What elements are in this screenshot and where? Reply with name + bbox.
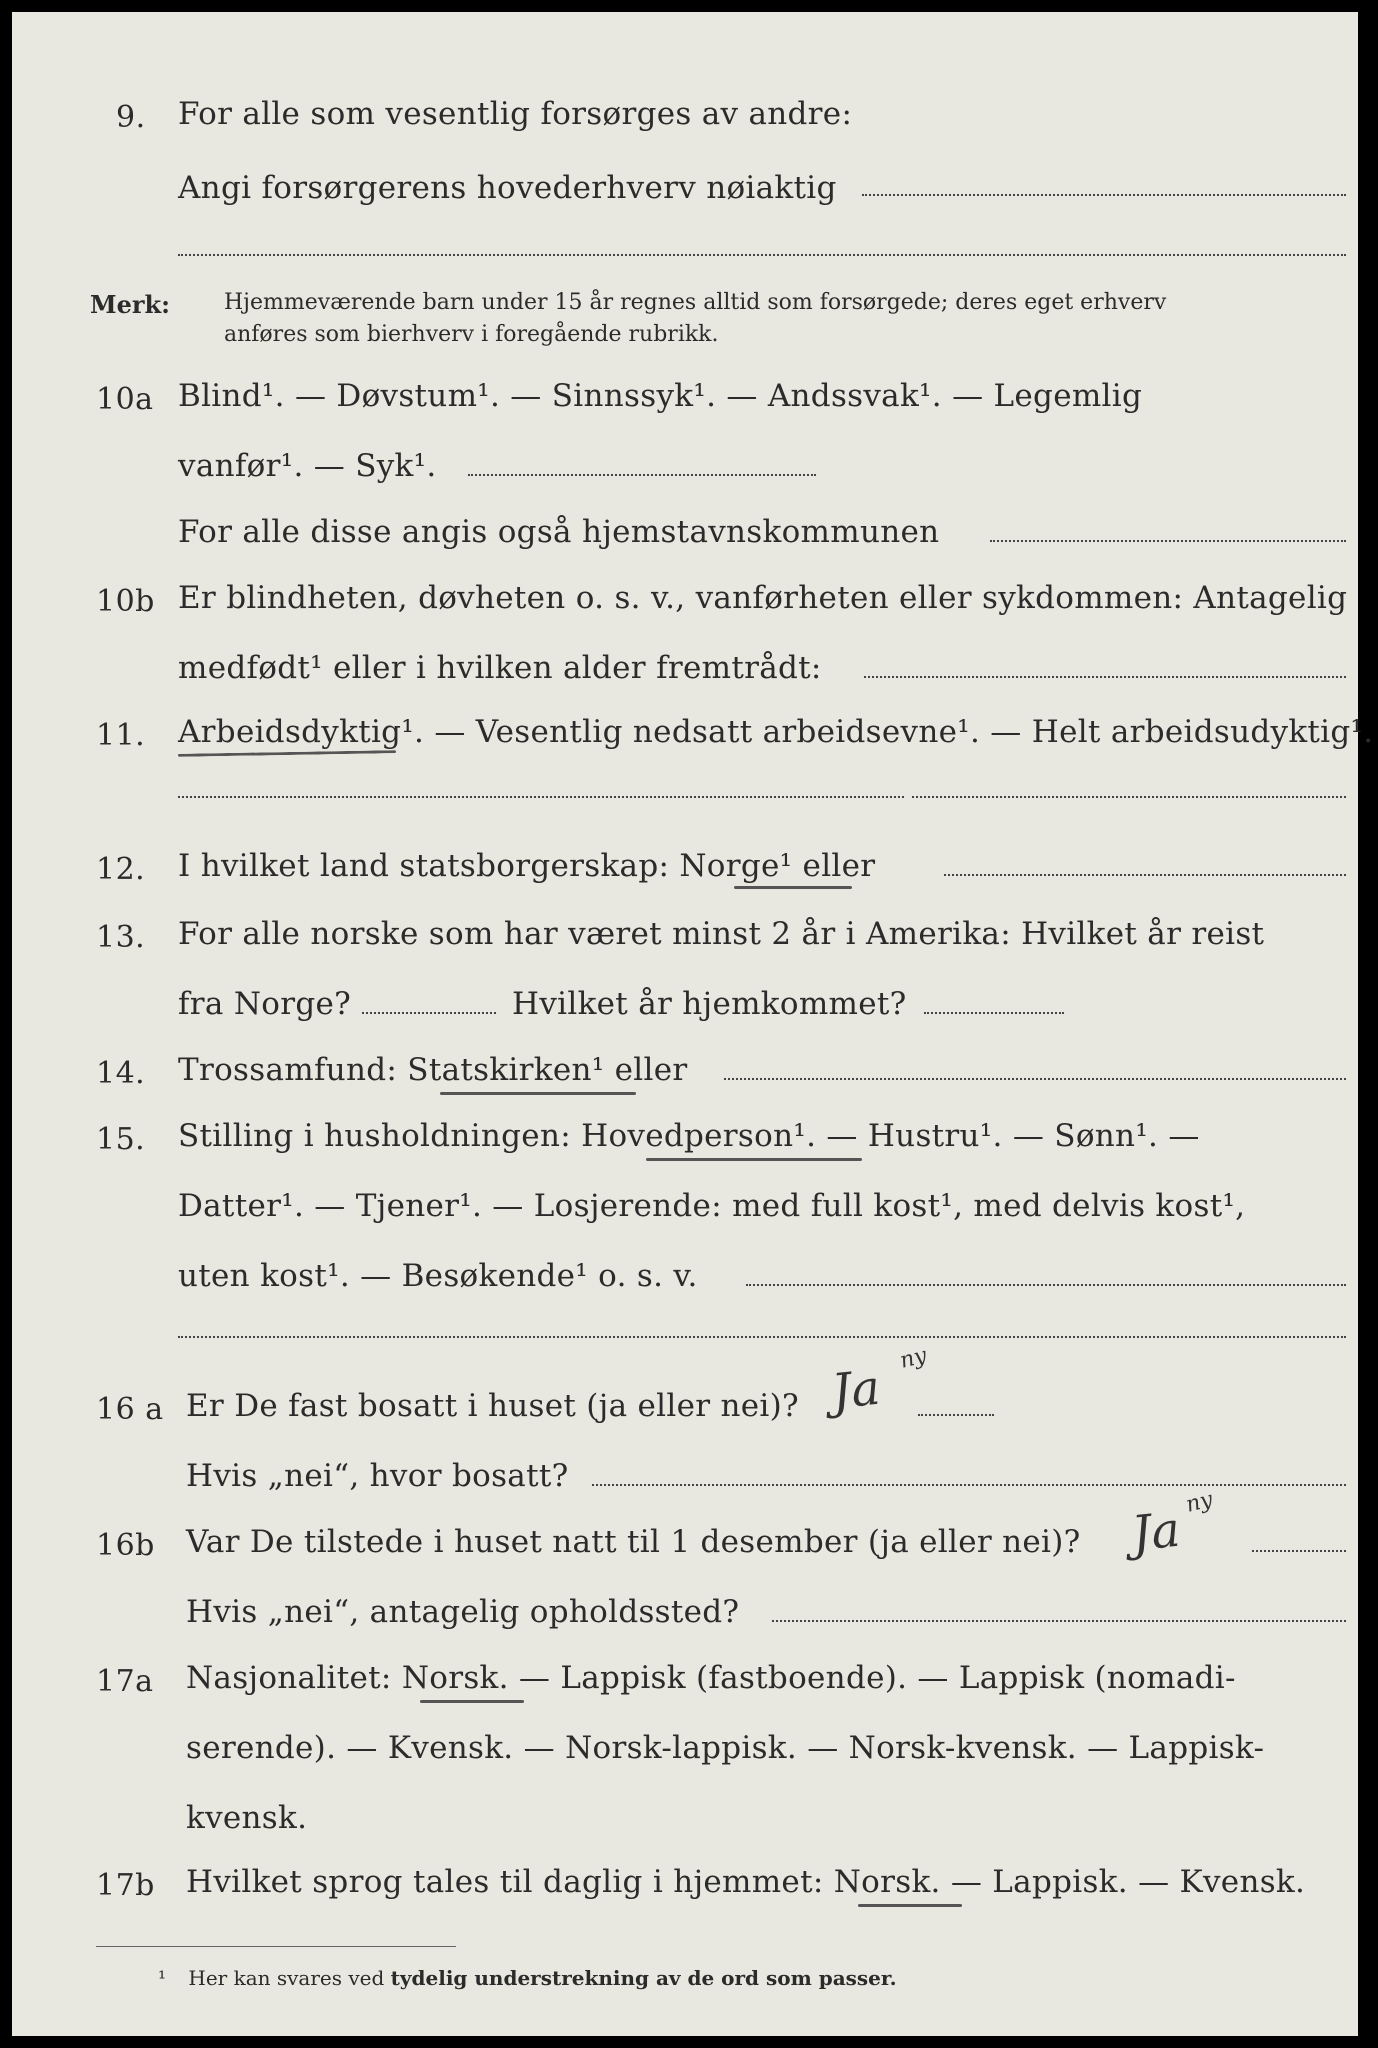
q11-number: 11. [96, 718, 146, 753]
q13-reist-line [362, 1012, 496, 1014]
q17b-number: 17b [96, 1868, 155, 1903]
q16b-number: 16b [96, 1528, 155, 1563]
q12-line1: I hvilket land statsborgerskap: Norge¹ eller [178, 848, 876, 884]
q10b-answer-line [864, 676, 1346, 678]
merk-line2: anføres som bierhverv i foregående rubrikk. [224, 322, 719, 347]
q14-underline-statskirken [440, 1092, 636, 1095]
q13-line2a: fra Norge? [178, 986, 352, 1022]
q10a-answer-line [468, 474, 816, 476]
q10b-line1: Er blindheten, døvheten o. s. v., vanførheten eller sykdommen: Antagelig [178, 580, 1348, 616]
footnote-bold-text: tydelig understrekning av de ord som passer. [390, 1966, 897, 1990]
q17a-number: 17a [96, 1664, 154, 1699]
q10a-hjemstavn-line [990, 540, 1346, 542]
q14-answer-line [724, 1078, 1346, 1080]
q9-number: 9. [116, 100, 146, 135]
q13-line2b: Hvilket år hjemkommet? [512, 986, 907, 1022]
q13-line1: For alle norske som har været minst 2 år i Amerika: Hvilket år reist [178, 916, 1265, 952]
merk-label: Merk: [90, 290, 170, 319]
q17a-line1: Nasjonalitet: Norsk. — Lappisk (fastboende). — Lappisk (nomadi- [186, 1660, 1236, 1696]
census-form-page [12, 12, 1374, 2036]
q11-underline-arbeidsdyktig [178, 750, 396, 757]
q11-answer-line [178, 796, 904, 798]
q12-number: 12. [96, 852, 146, 887]
q15-underline-hovedperson [646, 1158, 862, 1161]
q14-number: 14. [96, 1056, 146, 1091]
q15-line3: uten kost¹. — Besøkende¹ o. s. v. [178, 1258, 698, 1294]
q10a-line1: Blind¹. — Døvstum¹. — Sinnssyk¹. — Andssvak¹. — Legemlig [178, 378, 1143, 414]
q16a-bosatt-line [592, 1484, 1346, 1486]
q17b-line1: Hvilket sprog tales til daglig i hjemmet: Norsk. — Lappisk. — Kvensk. [186, 1864, 1306, 1900]
q15-line1: Stilling i husholdningen: Hovedperson¹. — Hustru¹. — Sønn¹. — [178, 1118, 1200, 1154]
q17a-line3: kvensk. [186, 1800, 308, 1836]
q11-line1: Arbeidsdyktig¹. — Vesentlig nedsatt arbeidsevne¹. — Helt arbeidsudyktig¹. [178, 714, 1374, 750]
q9-answer-line [862, 194, 1346, 196]
q16a-handwritten-correction: ny [897, 1343, 930, 1374]
q9-answer-line-2 [178, 254, 1346, 256]
q11-answer-line-2 [912, 796, 1346, 798]
q16b-answer-line [1252, 1550, 1346, 1552]
q16b-handwritten-correction: ny [1183, 1487, 1216, 1518]
q10a-line2: vanfør¹. — Syk¹. [178, 448, 437, 484]
q15-answer-line [746, 1284, 1346, 1286]
q10a-number: 10a [96, 382, 154, 417]
footnote [158, 1966, 897, 1990]
q10b-line2: medfødt¹ eller i hvilken alder fremtrådt: [178, 650, 822, 686]
q16a-answer-line [918, 1414, 994, 1416]
q16b-handwritten-answer: Ja [1129, 1501, 1183, 1563]
q16b-line1: Var De tilstede i huset natt til 1 desember (ja eller nei)? [186, 1524, 1081, 1560]
footnote-divider [96, 1946, 456, 1947]
q9-line2: Angi forsørgerens hovederhverv nøiaktig [178, 170, 837, 206]
q16a-line2: Hvis „nei“, hvor bosatt? [186, 1458, 569, 1494]
q17a-underline-norsk [420, 1700, 524, 1703]
footnote-mark: ¹ [158, 1966, 167, 1990]
q13-hjemkommet-line [924, 1012, 1064, 1014]
q15-number: 15. [96, 1122, 146, 1157]
q12-answer-line [944, 874, 1346, 876]
q16a-handwritten-answer: Ja [829, 1359, 883, 1421]
merk-line1: Hjemmeværende barn under 15 år regnes alltid som forsørgede; deres eget erhverv [224, 290, 1167, 315]
q16a-line1: Er De fast bosatt i huset (ja eller nei)? [186, 1388, 799, 1424]
q16a-number: 16 a [96, 1392, 164, 1427]
q15-line2: Datter¹. — Tjener¹. — Losjerende: med full kost¹, med delvis kost¹, [178, 1188, 1246, 1224]
q9-line1: For alle som vesentlig forsørges av andre: [178, 96, 853, 132]
q10b-number: 10b [96, 584, 155, 619]
q15-answer-line-2 [178, 1336, 1346, 1338]
q16b-line2: Hvis „nei“, antagelig opholdssted? [186, 1594, 740, 1630]
footnote-text: Her kan svares ved [188, 1966, 385, 1990]
q13-number: 13. [96, 920, 146, 955]
q14-line1: Trossamfund: Statskirken¹ eller [178, 1052, 688, 1088]
q10a-line3: For alle disse angis også hjemstavnskommunen [178, 514, 940, 550]
q12-underline-norge [734, 886, 852, 889]
q16b-opholdssted-line [772, 1620, 1346, 1622]
q17a-line2: serende). — Kvensk. — Norsk-lappisk. — Norsk-kvensk. — Lappisk- [186, 1730, 1265, 1766]
q17b-underline-norsk [858, 1904, 962, 1907]
